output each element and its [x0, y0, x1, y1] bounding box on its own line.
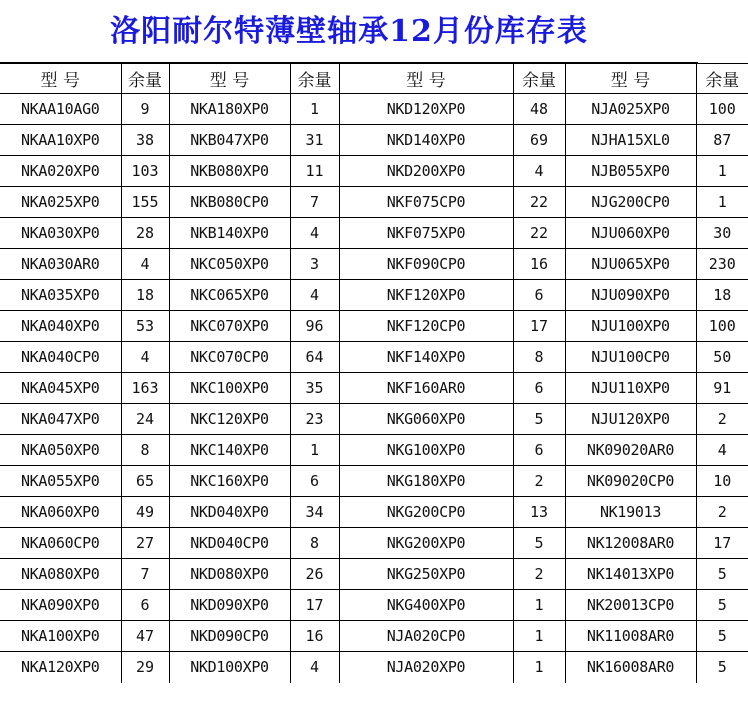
model-cell: NJU100CP0: [565, 342, 696, 373]
qty-cell: 1: [290, 435, 339, 466]
model-cell: NKD200XP0: [339, 156, 513, 187]
model-cell: NKD090CP0: [169, 621, 290, 652]
qty-cell: 6: [513, 435, 565, 466]
model-cell: NKF140XP0: [339, 342, 513, 373]
model-cell: NKG250XP0: [339, 559, 513, 590]
qty-cell: 48: [513, 94, 565, 125]
qty-cell: 4: [121, 342, 169, 373]
model-cell: NKA055XP0: [0, 466, 121, 497]
model-cell: NK14013XP0: [565, 559, 696, 590]
header-model: 型 号: [339, 64, 513, 94]
qty-cell: 11: [290, 156, 339, 187]
qty-cell: 35: [290, 373, 339, 404]
qty-cell: 16: [290, 621, 339, 652]
table-row: [0, 528, 748, 559]
model-cell: NJG200CP0: [565, 187, 696, 218]
table-row: [0, 342, 748, 373]
table-row: [0, 621, 748, 652]
header-qty: 余量: [290, 64, 339, 94]
qty-cell: 29: [121, 652, 169, 683]
model-cell: NJU065XP0: [565, 249, 696, 280]
qty-cell: 17: [696, 528, 748, 559]
sheet-title: 洛阳耐尔特薄壁轴承12月份库存表: [0, 0, 698, 63]
model-cell: NKA180XP0: [169, 94, 290, 125]
qty-cell: 64: [290, 342, 339, 373]
model-cell: NKA030XP0: [0, 218, 121, 249]
qty-cell: 4: [121, 249, 169, 280]
qty-cell: 18: [121, 280, 169, 311]
qty-cell: 47: [121, 621, 169, 652]
model-cell: NKB047XP0: [169, 125, 290, 156]
qty-cell: 8: [513, 342, 565, 373]
table-row: [0, 497, 748, 528]
model-cell: NKD140XP0: [339, 125, 513, 156]
qty-cell: 2: [513, 559, 565, 590]
qty-cell: 69: [513, 125, 565, 156]
qty-cell: 230: [696, 249, 748, 280]
header-qty: 余量: [696, 64, 748, 94]
qty-cell: 2: [513, 466, 565, 497]
model-cell: NJU090XP0: [565, 280, 696, 311]
model-cell: NKAA10XP0: [0, 125, 121, 156]
table-row: [0, 404, 748, 435]
qty-cell: 13: [513, 497, 565, 528]
model-cell: NJU110XP0: [565, 373, 696, 404]
qty-cell: 1: [696, 156, 748, 187]
model-cell: NKA090XP0: [0, 590, 121, 621]
model-cell: NKG060XP0: [339, 404, 513, 435]
header-model: 型 号: [565, 64, 696, 94]
header-model: 型 号: [0, 64, 121, 94]
model-cell: NJA020XP0: [339, 652, 513, 683]
model-cell: NKA030AR0: [0, 249, 121, 280]
model-cell: NKD040XP0: [169, 497, 290, 528]
model-cell: NKC070CP0: [169, 342, 290, 373]
model-cell: NK12008AR0: [565, 528, 696, 559]
model-cell: NJHA15XL0: [565, 125, 696, 156]
model-cell: NKG200XP0: [339, 528, 513, 559]
model-cell: NJA020CP0: [339, 621, 513, 652]
qty-cell: 1: [696, 187, 748, 218]
qty-cell: 50: [696, 342, 748, 373]
qty-cell: 5: [696, 590, 748, 621]
qty-cell: 18: [696, 280, 748, 311]
model-cell: NK09020AR0: [565, 435, 696, 466]
qty-cell: 5: [696, 652, 748, 683]
model-cell: NKG180XP0: [339, 466, 513, 497]
model-cell: NJU060XP0: [565, 218, 696, 249]
model-cell: NKB080CP0: [169, 187, 290, 218]
table-row: [0, 652, 748, 683]
table-row: [0, 466, 748, 497]
header-qty: 余量: [121, 64, 169, 94]
qty-cell: 17: [290, 590, 339, 621]
qty-cell: 2: [696, 497, 748, 528]
qty-cell: 1: [290, 94, 339, 125]
header-model: 型 号: [169, 64, 290, 94]
inventory-body: [0, 94, 748, 683]
table-row: [0, 311, 748, 342]
qty-cell: 96: [290, 311, 339, 342]
model-cell: NKG400XP0: [339, 590, 513, 621]
qty-cell: 6: [290, 466, 339, 497]
model-cell: NKF120XP0: [339, 280, 513, 311]
qty-cell: 2: [696, 404, 748, 435]
qty-cell: 53: [121, 311, 169, 342]
qty-cell: 10: [696, 466, 748, 497]
header-row: [0, 64, 748, 94]
qty-cell: 91: [696, 373, 748, 404]
model-cell: NKG100XP0: [339, 435, 513, 466]
model-cell: NKC065XP0: [169, 280, 290, 311]
qty-cell: 24: [121, 404, 169, 435]
qty-cell: 27: [121, 528, 169, 559]
model-cell: NKF090CP0: [339, 249, 513, 280]
model-cell: NKB080XP0: [169, 156, 290, 187]
model-cell: NKG200CP0: [339, 497, 513, 528]
model-cell: NK16008AR0: [565, 652, 696, 683]
model-cell: NKC120XP0: [169, 404, 290, 435]
qty-cell: 8: [121, 435, 169, 466]
model-cell: NKF160AR0: [339, 373, 513, 404]
table-row: [0, 373, 748, 404]
qty-cell: 103: [121, 156, 169, 187]
model-cell: NKA080XP0: [0, 559, 121, 590]
qty-cell: 5: [513, 404, 565, 435]
qty-cell: 6: [121, 590, 169, 621]
model-cell: NK19013: [565, 497, 696, 528]
model-cell: NKA120XP0: [0, 652, 121, 683]
model-cell: NKD100XP0: [169, 652, 290, 683]
qty-cell: 16: [513, 249, 565, 280]
qty-cell: 5: [513, 528, 565, 559]
qty-cell: 5: [696, 559, 748, 590]
qty-cell: 100: [696, 311, 748, 342]
table-row: [0, 280, 748, 311]
table-row: [0, 187, 748, 218]
model-cell: NKAA10AG0: [0, 94, 121, 125]
qty-cell: 30: [696, 218, 748, 249]
qty-cell: 163: [121, 373, 169, 404]
model-cell: NJU120XP0: [565, 404, 696, 435]
qty-cell: 26: [290, 559, 339, 590]
table-row: [0, 559, 748, 590]
qty-cell: 23: [290, 404, 339, 435]
table-row: [0, 125, 748, 156]
qty-cell: 34: [290, 497, 339, 528]
qty-cell: 155: [121, 187, 169, 218]
table-row: [0, 218, 748, 249]
model-cell: NKA025XP0: [0, 187, 121, 218]
header-qty: 余量: [513, 64, 565, 94]
model-cell: NKA045XP0: [0, 373, 121, 404]
model-cell: NKA040XP0: [0, 311, 121, 342]
qty-cell: 4: [290, 652, 339, 683]
qty-cell: 4: [290, 280, 339, 311]
table-row: [0, 94, 748, 125]
qty-cell: 38: [121, 125, 169, 156]
qty-cell: 4: [513, 156, 565, 187]
model-cell: NJU100XP0: [565, 311, 696, 342]
qty-cell: 6: [513, 280, 565, 311]
model-cell: NKC160XP0: [169, 466, 290, 497]
model-cell: NKA035XP0: [0, 280, 121, 311]
model-cell: NK20013CP0: [565, 590, 696, 621]
qty-cell: 6: [513, 373, 565, 404]
model-cell: NK09020CP0: [565, 466, 696, 497]
model-cell: NKA060CP0: [0, 528, 121, 559]
model-cell: NKA100XP0: [0, 621, 121, 652]
qty-cell: 4: [290, 218, 339, 249]
model-cell: NKC050XP0: [169, 249, 290, 280]
model-cell: NKD090XP0: [169, 590, 290, 621]
qty-cell: 22: [513, 218, 565, 249]
model-cell: NKB140XP0: [169, 218, 290, 249]
qty-cell: 17: [513, 311, 565, 342]
model-cell: NKC070XP0: [169, 311, 290, 342]
model-cell: NKC140XP0: [169, 435, 290, 466]
qty-cell: 49: [121, 497, 169, 528]
qty-cell: 1: [513, 590, 565, 621]
qty-cell: 7: [121, 559, 169, 590]
qty-cell: 100: [696, 94, 748, 125]
qty-cell: 65: [121, 466, 169, 497]
qty-cell: 7: [290, 187, 339, 218]
model-cell: NKD080XP0: [169, 559, 290, 590]
model-cell: NJA025XP0: [565, 94, 696, 125]
qty-cell: 31: [290, 125, 339, 156]
qty-cell: 3: [290, 249, 339, 280]
table-row: [0, 435, 748, 466]
model-cell: NKA040CP0: [0, 342, 121, 373]
model-cell: NKD040CP0: [169, 528, 290, 559]
qty-cell: 5: [696, 621, 748, 652]
qty-cell: 8: [290, 528, 339, 559]
model-cell: NKF120CP0: [339, 311, 513, 342]
model-cell: NKF075XP0: [339, 218, 513, 249]
table-row: [0, 590, 748, 621]
qty-cell: 22: [513, 187, 565, 218]
qty-cell: 1: [513, 652, 565, 683]
qty-cell: 1: [513, 621, 565, 652]
model-cell: NKA060XP0: [0, 497, 121, 528]
model-cell: NK11008AR0: [565, 621, 696, 652]
inventory-table: [0, 63, 748, 683]
model-cell: NJB055XP0: [565, 156, 696, 187]
model-cell: NKF075CP0: [339, 187, 513, 218]
qty-cell: 9: [121, 94, 169, 125]
qty-cell: 87: [696, 125, 748, 156]
model-cell: NKA050XP0: [0, 435, 121, 466]
model-cell: NKA047XP0: [0, 404, 121, 435]
table-row: [0, 249, 748, 280]
model-cell: NKC100XP0: [169, 373, 290, 404]
qty-cell: 4: [696, 435, 748, 466]
model-cell: NKA020XP0: [0, 156, 121, 187]
table-row: [0, 156, 748, 187]
qty-cell: 28: [121, 218, 169, 249]
model-cell: NKD120XP0: [339, 94, 513, 125]
